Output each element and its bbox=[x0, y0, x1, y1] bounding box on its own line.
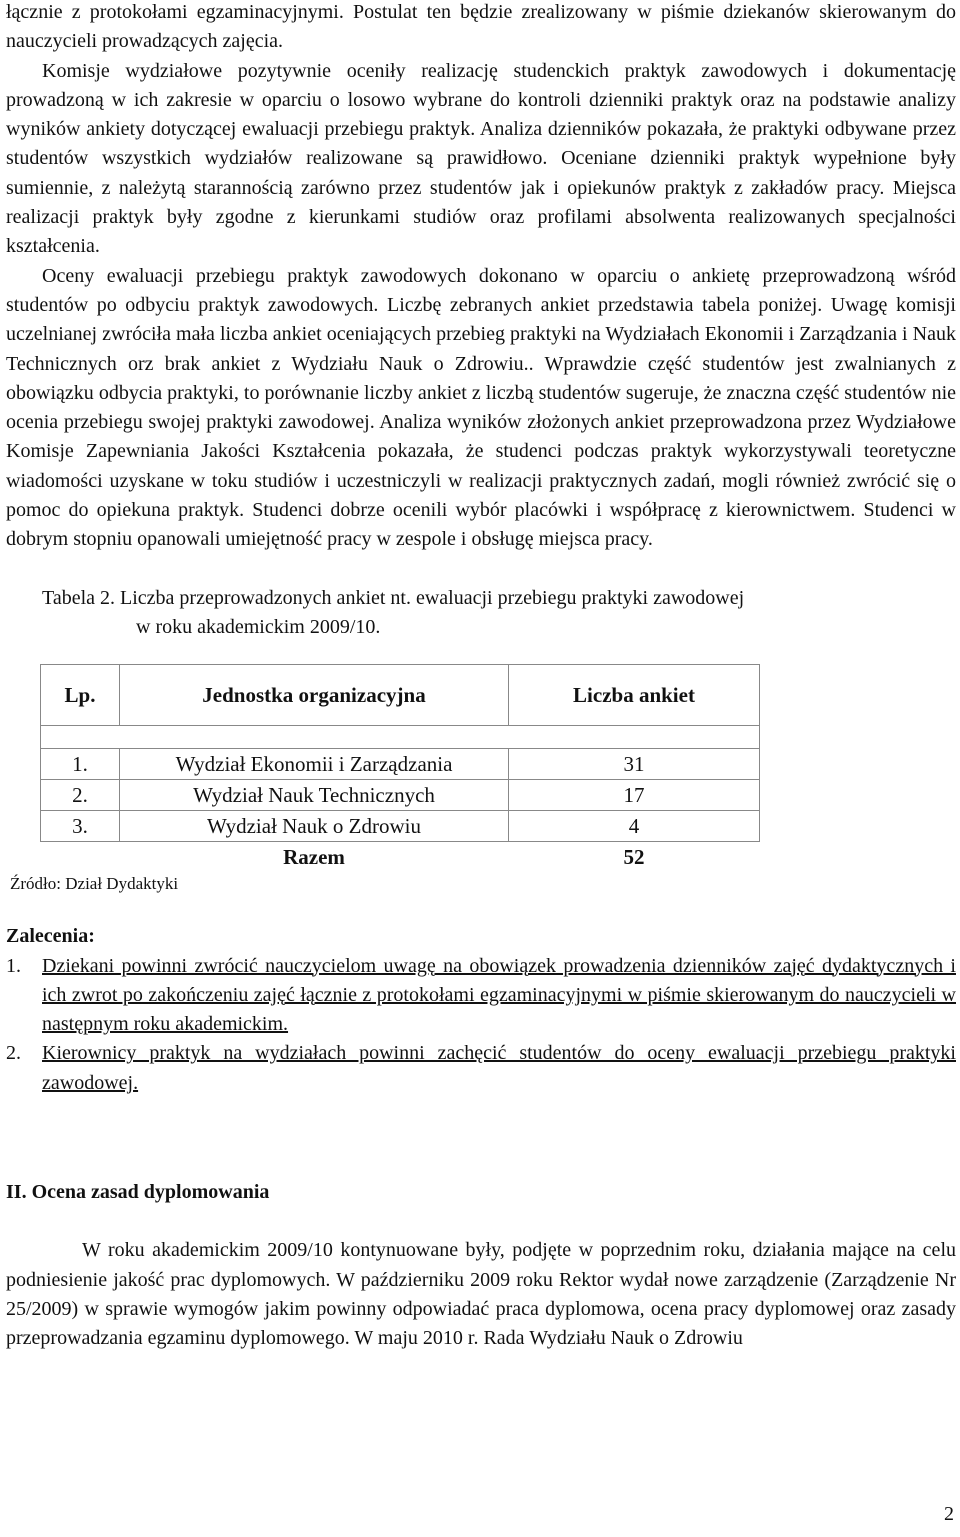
table-row bbox=[41, 749, 760, 780]
paragraph-faculty-commissions: Komisje wydziałowe pozytywnie oceniły realizację studenckich praktyk zawodowych i dokumentację prowadzoną w ich zakresie w oparciu o losowo wybrane do kontroli dzienniki praktyk oraz na podstawie analizy wyników ankiety dotyczącej ewaluacji przebiegu praktyk. Analiza dzienników pokazała, że praktyki odbywane przez studentów wszystkich wydziałów realizowane są prawidłowo. Oceniane dzienniki praktyk wypełnione były sumiennie, z należytą starannością zarówno przez studentów jak i opiekunów praktyk z zakładów pracy. Miejsca realizacji praktyk były zgodne z kierunkami studiów oraz profilami absolwenta realizowanych specjalności kształcenia. bbox=[6, 59, 956, 258]
row-lp: 3. bbox=[41, 811, 120, 842]
paragraph-continued: łącznie z protokołami egzaminacyjnymi. Postulat ten będzie zrealizowany w piśmie dziekanów skierowanym do nauczycieli prowadzących zajęcia. bbox=[6, 1, 956, 53]
total-value: 52 bbox=[623, 845, 645, 870]
recommendation-text: Kierownicy praktyk na wydziałach powinni zachęcić studentów do oceny ewaluacji przebiegu praktyki zawodowej. bbox=[42, 1042, 956, 1094]
section-paragraph: W roku akademickim 2009/10 kontynuowane były, podjęte w poprzednim roku, działania mające na celu podniesienie jakość prac dyplomowych. W październiku 2009 roku Rektor wydał nowe zarządzenie (Zarządzenie Nr 25/2009) w sprawie wymogów jakim powinny odpowiadać praca dyplomowa, ocena pracy dyplomowej oraz zasady przeprowadzania egzaminu dyplomowego. W maju 2010 r. Rada Wydziału Nauk o Zdrowiu bbox=[6, 1239, 956, 1350]
header-lp: Lp. bbox=[41, 665, 120, 726]
row-count: 17 bbox=[509, 780, 760, 811]
table-row bbox=[41, 780, 760, 811]
recommendation-number: 1. bbox=[6, 954, 21, 977]
recommendation-number: 2. bbox=[6, 1042, 21, 1065]
row-count: 4 bbox=[509, 811, 760, 842]
table-caption-line2: w roku akademickim 2009/10. bbox=[136, 615, 381, 638]
document-page bbox=[6, 0, 956, 1354]
total-label: Razem bbox=[283, 845, 345, 870]
table-caption: Tabela 2. Liczba przeprowadzonych ankiet nt. ewaluacji przebiegu praktyki zawodowej bbox=[42, 586, 745, 609]
survey-count-table bbox=[40, 664, 760, 872]
section-heading: II. Ocena zasad dyplomowania bbox=[6, 1181, 270, 1204]
row-count: 31 bbox=[509, 749, 760, 780]
recommendation-item bbox=[6, 1039, 956, 1098]
table-source: Źródło: Dział Dydaktyki bbox=[10, 874, 179, 894]
recommendations-heading: Zalecenia: bbox=[6, 925, 95, 948]
table-total-row bbox=[41, 842, 760, 873]
recommendation-text: Dziekani powinni zwrócić nauczycielom uwagę na obowiązek prowadzenia dzienników zajęć dydaktycznych i ich zwrot po zakończeniu zajęć łącznie z protokołami egzaminacyjnymi w piśmie skierowanym do nauczycieli w następnym roku akademickim. bbox=[42, 954, 956, 1036]
table-row bbox=[41, 811, 760, 842]
row-unit: Wydział Nauk Technicznych bbox=[120, 780, 509, 811]
paragraph-evaluation: Oceny ewaluacji przebiegu praktyk zawodowych dokonano w oparciu o ankietę przeprowadzoną wśród studentów po odbyciu praktyk zawodowych. Liczbę zebranych ankiet przedstawia tabela poniżej. Uwagę komisji uczelnianej zwróciła mała liczba ankiet oceniających przebieg praktyki na Wydziałach Ekonomii i Zarządzania i Nauk Technicznych orz brak ankiet z Wydziału Nauk o Zdrowiu.. Wprawdzie część studentów jest zwalnianych z obowiązku odbycia praktyki, to porównanie liczby ankiet z liczbą studentów sugeruje, że znaczna część studentów nie ocenia przebiegu swojej praktyki zawodowej. Analiza wyników złożonych ankiet przeprowadzona przez Wydziałowe Komisje Zapewniania Jakości Kształcenia pokazała, że studenci podczas praktyk wykorzystywali teoretyczne wiadomości uzyskane w toku studiów i uczestniczyli w realizacji praktycznych zadań, mogli również zwrócić się o pomoc do opiekuna praktyk. Studenci dobrze ocenili wybór placówki i współpracę z kierownictwem. Studenci w dobrym stopniu opanowali umiejętność pracy w zespole i obsługę miejsca pracy. bbox=[6, 264, 956, 551]
recommendation-item bbox=[6, 952, 956, 1040]
row-lp: 2. bbox=[41, 780, 120, 811]
row-unit: Wydział Ekonomii i Zarządzania bbox=[120, 749, 509, 780]
header-unit: Jednostka organizacyjna bbox=[120, 665, 509, 726]
header-count: Liczba ankiet bbox=[509, 665, 760, 726]
row-unit: Wydział Nauk o Zdrowiu bbox=[120, 811, 509, 842]
row-lp: 1. bbox=[41, 749, 120, 780]
page-number: 2 bbox=[944, 1503, 954, 1525]
